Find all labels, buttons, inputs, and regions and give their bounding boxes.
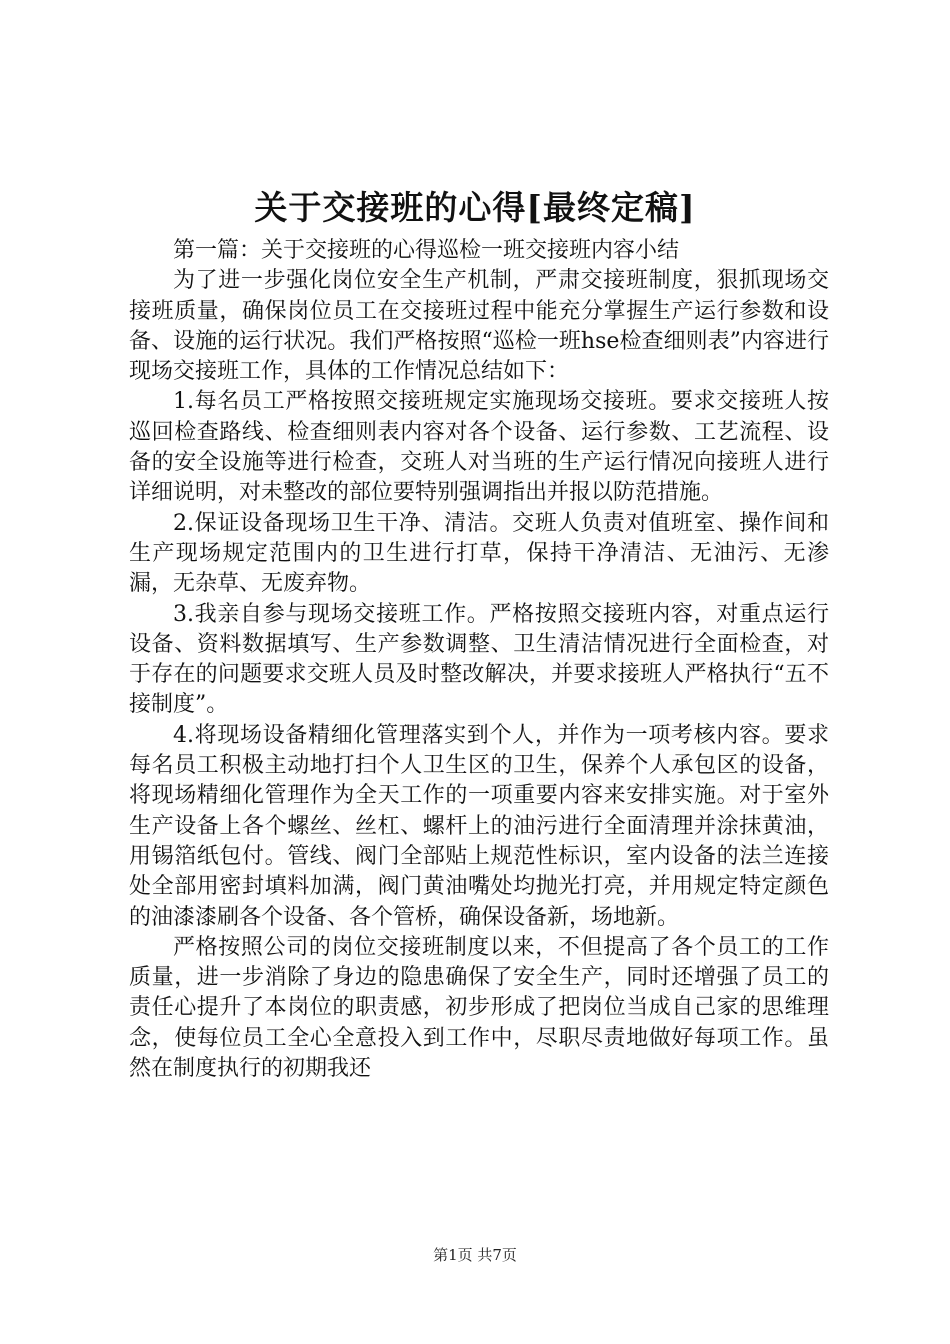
paragraph-summary: 严格按照公司的岗位交接班制度以来，不但提高了各个员工的工作质量，进一步消除了身边的隐患确保了安全生产，同时还增强了员工的责任心提升了本岗位的职责感，初步形成了把岗位当成自己家的思维理念，使每位员工全心全意投入到工作中，尽职尽责地做好每项工作。虽然在制度执行的初期我还 bbox=[129, 934, 829, 1082]
paragraph-intro: 为了进一步强化岗位安全生产机制，严肃交接班制度，狠抓现场交接班质量，确保岗位员工在交接班过程中能充分掌握生产运行参数和设备、设施的运行状况。我们严格按照“巡检一班hse检查细则表”内容进行现场交接班工作，具体的工作情况总结如下： bbox=[129, 268, 829, 385]
paragraph-item-1: 1.每名员工严格按照交接班规定实施现场交接班。要求交接班人按巡回检查路线、检查细则表内容对各个设备、运行参数、工艺流程、设备的安全设施等进行检查，交班人对当班的生产运行情况向接班人进行详细说明，对未整改的部位要特别强调指出并报以防范措施。 bbox=[129, 389, 829, 506]
paragraph-item-3: 3.我亲自参与现场交接班工作。严格按照交接班内容，对重点运行设备、资料数据填写、生产参数调整、卫生清洁情况进行全面检查，对于存在的问题要求交班人员及时整改解决，并要求接班人严格执行“五不接制度”。 bbox=[129, 601, 829, 718]
document-body bbox=[129, 236, 829, 1084]
document-title: 关于交接班的心得[最终定稿] bbox=[254, 188, 696, 227]
paragraph-item-2: 2.保证设备现场卫生干净、清洁。交班人负责对值班室、操作间和生产现场规定范围内的卫生进行打草，保持干净清洁、无油污、无渗漏，无杂草、无废弃物。 bbox=[129, 510, 829, 597]
paragraph-item-4: 4.将现场设备精细化管理落实到个人，并作为一项考核内容。要求每名员工积极主动地打扫个人卫生区的卫生，保养个人承包区的设备，将现场精细化管理作为全天工作的一项重要内容来安排实施。对于室外生产设备上各个螺丝、丝杠、螺杆上的油污进行全面清理并涂抹黄油，用锡箔纸包付。管线、阀门全部贴上规范性标识，室内设备的法兰连接处全部用密封填料加满，阀门黄油嘴处均抛光打亮，并用规定特定颜色的油漆漆刷各个设备、各个管桥，确保设备新，场地新。 bbox=[129, 722, 829, 930]
paragraph-section-heading: 第一篇：关于交接班的心得巡检一班交接班内容小结 bbox=[173, 238, 680, 263]
page-number-footer: 第1页 共7页 bbox=[433, 1246, 517, 1264]
